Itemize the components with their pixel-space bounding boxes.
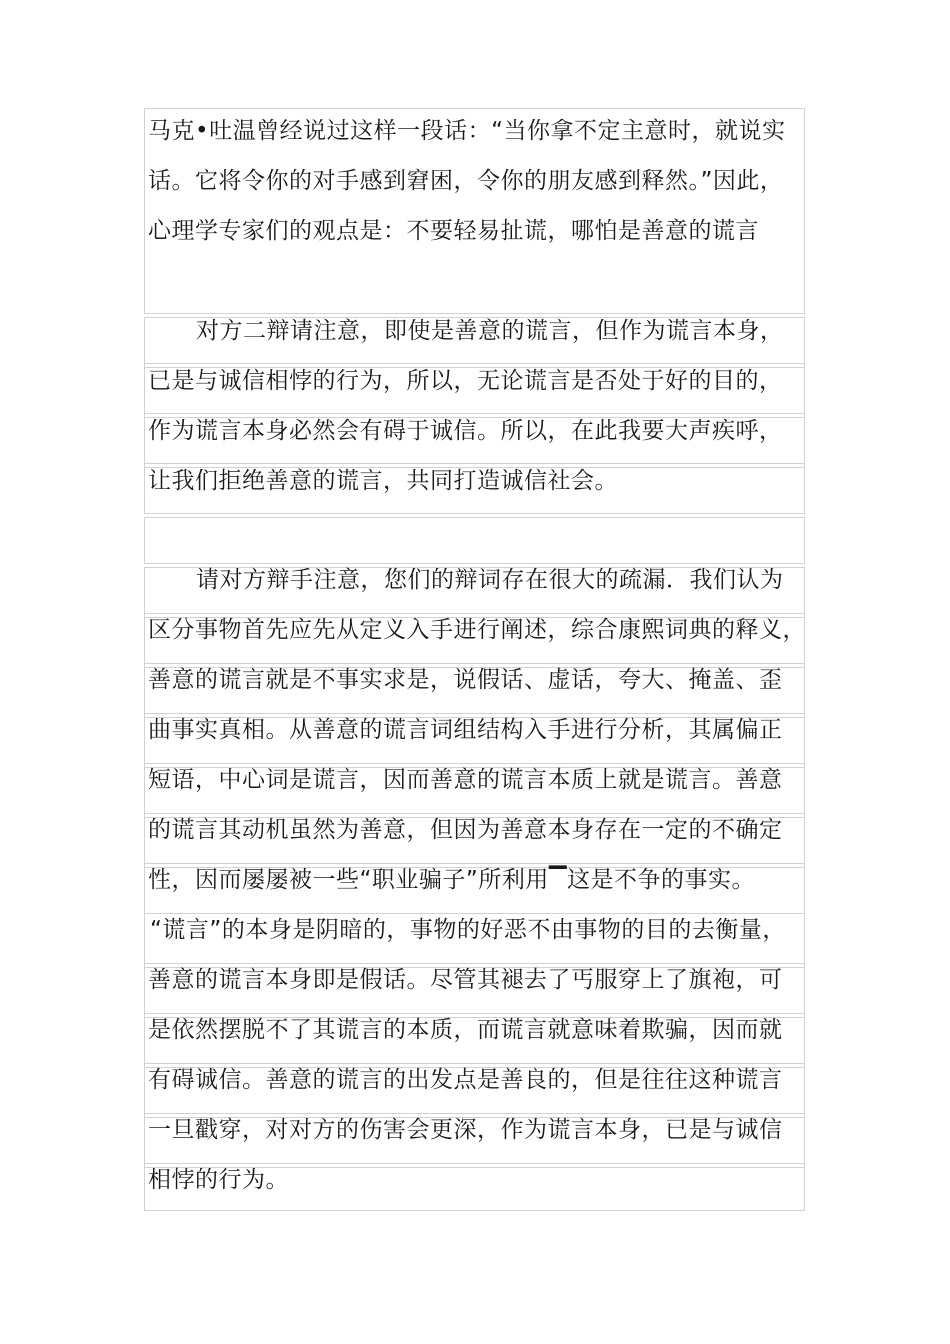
paragraph-2-line-4: 让我们拒绝善意的谎言，共同打造诚信社会。: [148, 468, 618, 494]
divider: [144, 513, 805, 514]
paragraph-3-line-12: 一旦戳穿，对对方的伤害会更深，作为谎言本身，已是与诚信: [148, 1117, 783, 1143]
paragraph-1-line-1: 马克•吐温曾经说过这样一段话：“当你拿不定主意时，就说实: [148, 118, 786, 144]
paragraph-3-line-1: 请对方辩手注意，您们的辩词存在很大的疏漏．我们认为: [196, 567, 784, 593]
paragraph-3-line-11: 有碍诚信。善意的谎言的出发点是善良的，但是往往这种谎言: [148, 1067, 783, 1093]
paragraph-1-line-2: 话。它将令你的对手感到窘困，令你的朋友感到释然。”因此，: [148, 168, 784, 194]
paragraph-3-line-13: 相悖的行为。: [148, 1167, 289, 1193]
divider: [144, 1210, 805, 1211]
paragraph-3-line-7: 性，因而屡屡被一些“职业骗子”所利用▔这是不争的事实。: [148, 867, 756, 893]
paragraph-1-line-3: 心理学专家们的观点是：不要轻易扯谎，哪怕是善意的谎言: [148, 218, 759, 244]
paragraph-2-line-3: 作为谎言本身必然会有碍于诚信。所以，在此我要大声疾呼，: [148, 418, 783, 444]
paragraph-3-line-10: 是依然摆脱不了其谎言的本质，而谎言就意味着欺骗，因而就: [148, 1017, 783, 1043]
paragraph-3-line-5: 短语，中心词是谎言，因而善意的谎言本质上就是谎言。善意: [148, 767, 783, 793]
paragraph-3-line-6: 的谎言其动机虽然为善意，但因为善意本身存在一定的不确定: [148, 817, 783, 843]
paragraph-3-line-9: 善意的谎言本身即是假话。尽管其褪去了丐服穿上了旗袍，可: [148, 967, 783, 993]
paragraph-2-line-1: 对方二辩请注意，即使是善意的谎言，但作为谎言本身，: [196, 318, 784, 344]
paragraph-3-line-3: 善意的谎言就是不事实求是，说假话、虚话，夸大、掩盖、歪: [148, 667, 783, 693]
paragraph-3-line-4: 曲事实真相。从善意的谎言词组结构入手进行分析，其属偏正: [148, 717, 783, 743]
paragraph-3-line-8: “谎言”的本身是阴暗的，事物的好恶不由事物的目的去衡量，: [150, 917, 786, 943]
divider: [144, 517, 805, 518]
paragraph-3-line-2: 区分事物首先应先从定义入手进行阐述，综合康熙词典的释义，: [148, 617, 806, 643]
paragraph-2-line-2: 已是与诚信相悖的行为，所以，无论谎言是否处于好的目的，: [148, 368, 783, 394]
